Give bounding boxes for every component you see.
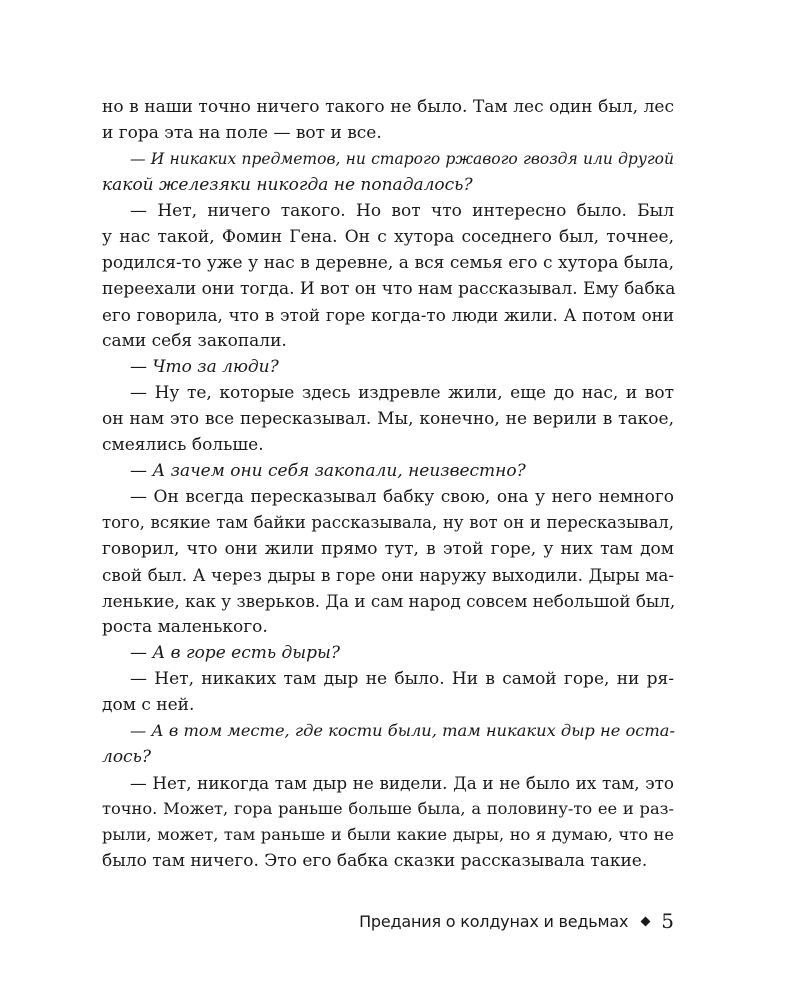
text-line: переехали они тогда. И вот он что нам рассказывал. Ему бабка xyxy=(102,279,676,299)
question-line: — А в том месте, где кости были, там никаких дыр не оста- xyxy=(130,721,675,740)
text-line: ленькие, как у зверьков. Да и сам народ совсем небольшой был, xyxy=(102,591,676,611)
text-line: дом с ней. xyxy=(102,695,195,715)
text-line: — Нет, никаких там дыр не было. Ни в самой горе, ни ря- xyxy=(130,669,674,689)
question-line: — И никаких предметов, ни старого ржавого гвоздя или другой xyxy=(130,150,674,168)
running-title: Предания о колдунах и ведьмах xyxy=(359,911,629,931)
text-line: смеялись больше. xyxy=(102,435,264,455)
text-line: того, всякие там байки рассказывала, ну вот он и пересказывал, xyxy=(102,513,674,532)
text-line: он нам это все пересказывал. Мы, конечно, не верили в такое, xyxy=(102,409,674,429)
page-footer xyxy=(0,907,674,935)
text-line: и гора эта на поле — вот и все. xyxy=(102,123,382,143)
text-line: было там ничего. Это его бабка сказки рассказывала такие. xyxy=(102,851,648,871)
text-line: точно. Может, гора раньше больше была, а половину-то ее и раз- xyxy=(102,799,674,818)
text-line: рыли, может, там раньше и были какие дыры, но я думаю, что не xyxy=(102,825,674,844)
text-line: — Он всегда пересказывал бабку свою, она у него немного xyxy=(130,487,674,507)
text-line: — Нет, никогда там дыр не видели. Да и не было их там, это xyxy=(130,773,674,793)
question-line: — Что за люди? xyxy=(130,357,279,377)
question-line: — А в горе есть дыры? xyxy=(130,643,340,663)
text-line: — Ну те, которые здесь издревле жили, еще до нас, и вот xyxy=(130,383,674,403)
text-line: но в наши точно ничего такого не было. Там лес один был, лес xyxy=(102,97,674,117)
diamond-icon xyxy=(641,916,651,926)
question-line: какой железяки никогда не попадалось? xyxy=(102,175,473,195)
text-line: родился-то уже у нас в деревне, а вся семья его с хутора была, xyxy=(102,253,674,273)
text-line: свой был. А через дыры в горе они наружу выходили. Дыры ма- xyxy=(102,565,674,585)
text-line: говорил, что они жили прямо тут, в этой горе, у них там дом xyxy=(102,539,674,559)
text-line: у нас такой, Фомин Гена. Он с хутора соседнего был, точнее, xyxy=(102,227,674,247)
text-line: — Нет, ничего такого. Но вот что интересно было. Был xyxy=(130,201,674,221)
text-line: сами себя закопали. xyxy=(102,331,287,351)
page-number: 5 xyxy=(661,909,674,933)
text-line: его говорила, что в этой горе когда-то люди жили. А потом они xyxy=(102,305,674,325)
question-line: лось? xyxy=(102,747,151,767)
text-line: роста маленького. xyxy=(102,617,268,637)
question-line: — А зачем они себя закопали, неизвестно? xyxy=(130,461,526,481)
